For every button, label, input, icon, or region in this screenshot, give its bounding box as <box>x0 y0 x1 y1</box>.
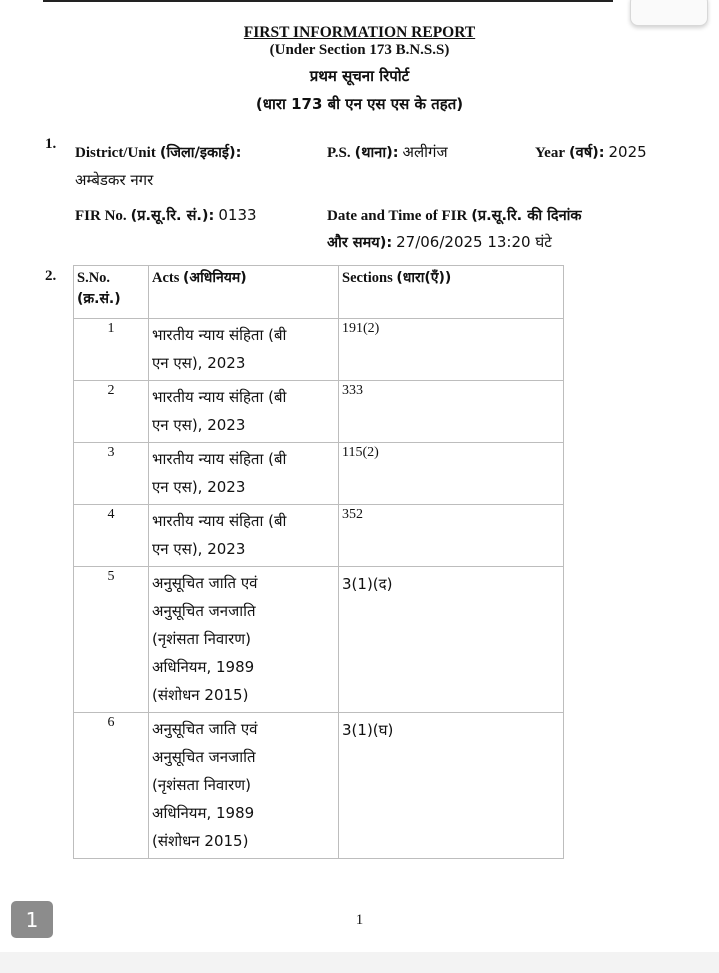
page-number: 1 <box>355 912 364 928</box>
act-line: (नृशंसता निवारण) <box>152 630 251 648</box>
table-row <box>74 381 564 443</box>
row-sno: 4 <box>74 505 149 567</box>
fir-label-hi: (प्र.सू.रि. सं.): <box>130 208 215 224</box>
row-section: 352 <box>339 505 564 567</box>
table-header-row <box>74 266 564 319</box>
report-subtitle-en: (Under Section 173 B.N.S.S) <box>269 42 450 58</box>
viewer-menu-button[interactable] <box>630 0 708 26</box>
row-act <box>149 443 339 505</box>
fir-label-en: FIR No. <box>75 208 127 224</box>
row-act <box>149 319 339 381</box>
row-sno: 2 <box>74 381 149 443</box>
datetime-label <box>327 205 582 225</box>
datetime-value: 27/06/2025 13:20 घंटे <box>396 233 552 251</box>
col-sno-header <box>74 266 149 319</box>
act-line: अनुसूचित जाति एवं <box>152 574 258 592</box>
year-label <box>535 142 647 162</box>
row-section: 191(2) <box>339 319 564 381</box>
report-title-en: FIRST INFORMATION REPORT <box>243 24 476 41</box>
act-line: भारतीय न्याय संहिता (बी <box>152 326 287 344</box>
row-act <box>149 381 339 443</box>
row-section: 115(2) <box>339 443 564 505</box>
row-sno: 1 <box>74 319 149 381</box>
table-row <box>74 443 564 505</box>
row-section: 3(1)(घ) <box>339 713 564 859</box>
col-acts-header <box>149 266 339 319</box>
col-acts-en: Acts <box>152 270 180 286</box>
act-line: एन एस), 2023 <box>152 416 246 434</box>
ps-label-hi: (थाना): <box>354 145 399 161</box>
act-line: भारतीय न्याय संहिता (बी <box>152 388 287 406</box>
col-sno-hi: (क्र.सं.) <box>77 291 121 307</box>
row-sno: 3 <box>74 443 149 505</box>
row-section: 333 <box>339 381 564 443</box>
row-act <box>149 505 339 567</box>
ps-label <box>327 142 448 162</box>
act-line: (संशोधन 2015) <box>152 832 249 850</box>
fir-value: 0133 <box>218 206 257 224</box>
table-row <box>74 319 564 381</box>
act-line: भारतीय न्याय संहिता (बी <box>152 512 287 530</box>
act-line: भारतीय न्याय संहिता (बी <box>152 450 287 468</box>
row-act <box>149 713 339 859</box>
table-row <box>74 567 564 713</box>
datetime-label-hi-2: और समय): <box>327 235 393 251</box>
district-label <box>75 142 241 162</box>
table-row <box>74 505 564 567</box>
report-subtitle-hi: (धारा 173 बी एन एस एस के तहत) <box>255 95 464 113</box>
fir-no-label <box>75 205 257 225</box>
row-sno: 5 <box>74 567 149 713</box>
col-acts-hi: (अधिनियम) <box>183 270 247 286</box>
row-section: 3(1)(द) <box>339 567 564 713</box>
datetime-line-2 <box>327 232 552 252</box>
top-divider <box>43 0 613 2</box>
act-line: अनुसूचित जनजाति <box>152 748 256 766</box>
district-label-hi: (जिला/इकाई): <box>159 145 242 161</box>
year-value: 2025 <box>608 143 647 161</box>
col-sections-hi: (धारा(एँ)) <box>396 270 452 286</box>
district-label-en: District/Unit <box>75 145 156 161</box>
report-title-hi: प्रथम सूचना रिपोर्ट <box>309 67 410 85</box>
act-line: अनुसूचित जाति एवं <box>152 720 258 738</box>
district-value: अम्बेडकर नगर <box>75 171 154 189</box>
ps-value: अलीगंज <box>402 143 448 161</box>
col-sections-en: Sections <box>342 270 393 286</box>
ps-label-en: P.S. <box>327 145 351 161</box>
section-1-number: 1. <box>45 136 57 152</box>
datetime-label-en: Date and Time of FIR <box>327 208 468 224</box>
act-line: (नृशंसता निवारण) <box>152 776 251 794</box>
section-2-number: 2. <box>45 268 57 284</box>
act-line: अधिनियम, 1989 <box>152 804 255 822</box>
table-row <box>74 713 564 859</box>
row-act <box>149 567 339 713</box>
act-line: (संशोधन 2015) <box>152 686 249 704</box>
row-sno: 6 <box>74 713 149 859</box>
year-label-en: Year <box>535 145 565 161</box>
act-line: अधिनियम, 1989 <box>152 658 255 676</box>
col-sections-header <box>339 266 564 319</box>
act-line: एन एस), 2023 <box>152 478 246 496</box>
act-line: अनुसूचित जनजाति <box>152 602 256 620</box>
act-line: एन एस), 2023 <box>152 540 246 558</box>
year-label-hi: (वर्ष): <box>569 145 605 161</box>
datetime-label-hi-1: (प्र.सू.रि. की दिनांक <box>471 208 582 224</box>
acts-sections-table <box>73 265 564 859</box>
col-sno-en: S.No. <box>77 270 111 286</box>
act-line: एन एस), 2023 <box>152 354 246 372</box>
viewer-page-indicator[interactable]: 1 <box>11 901 53 938</box>
